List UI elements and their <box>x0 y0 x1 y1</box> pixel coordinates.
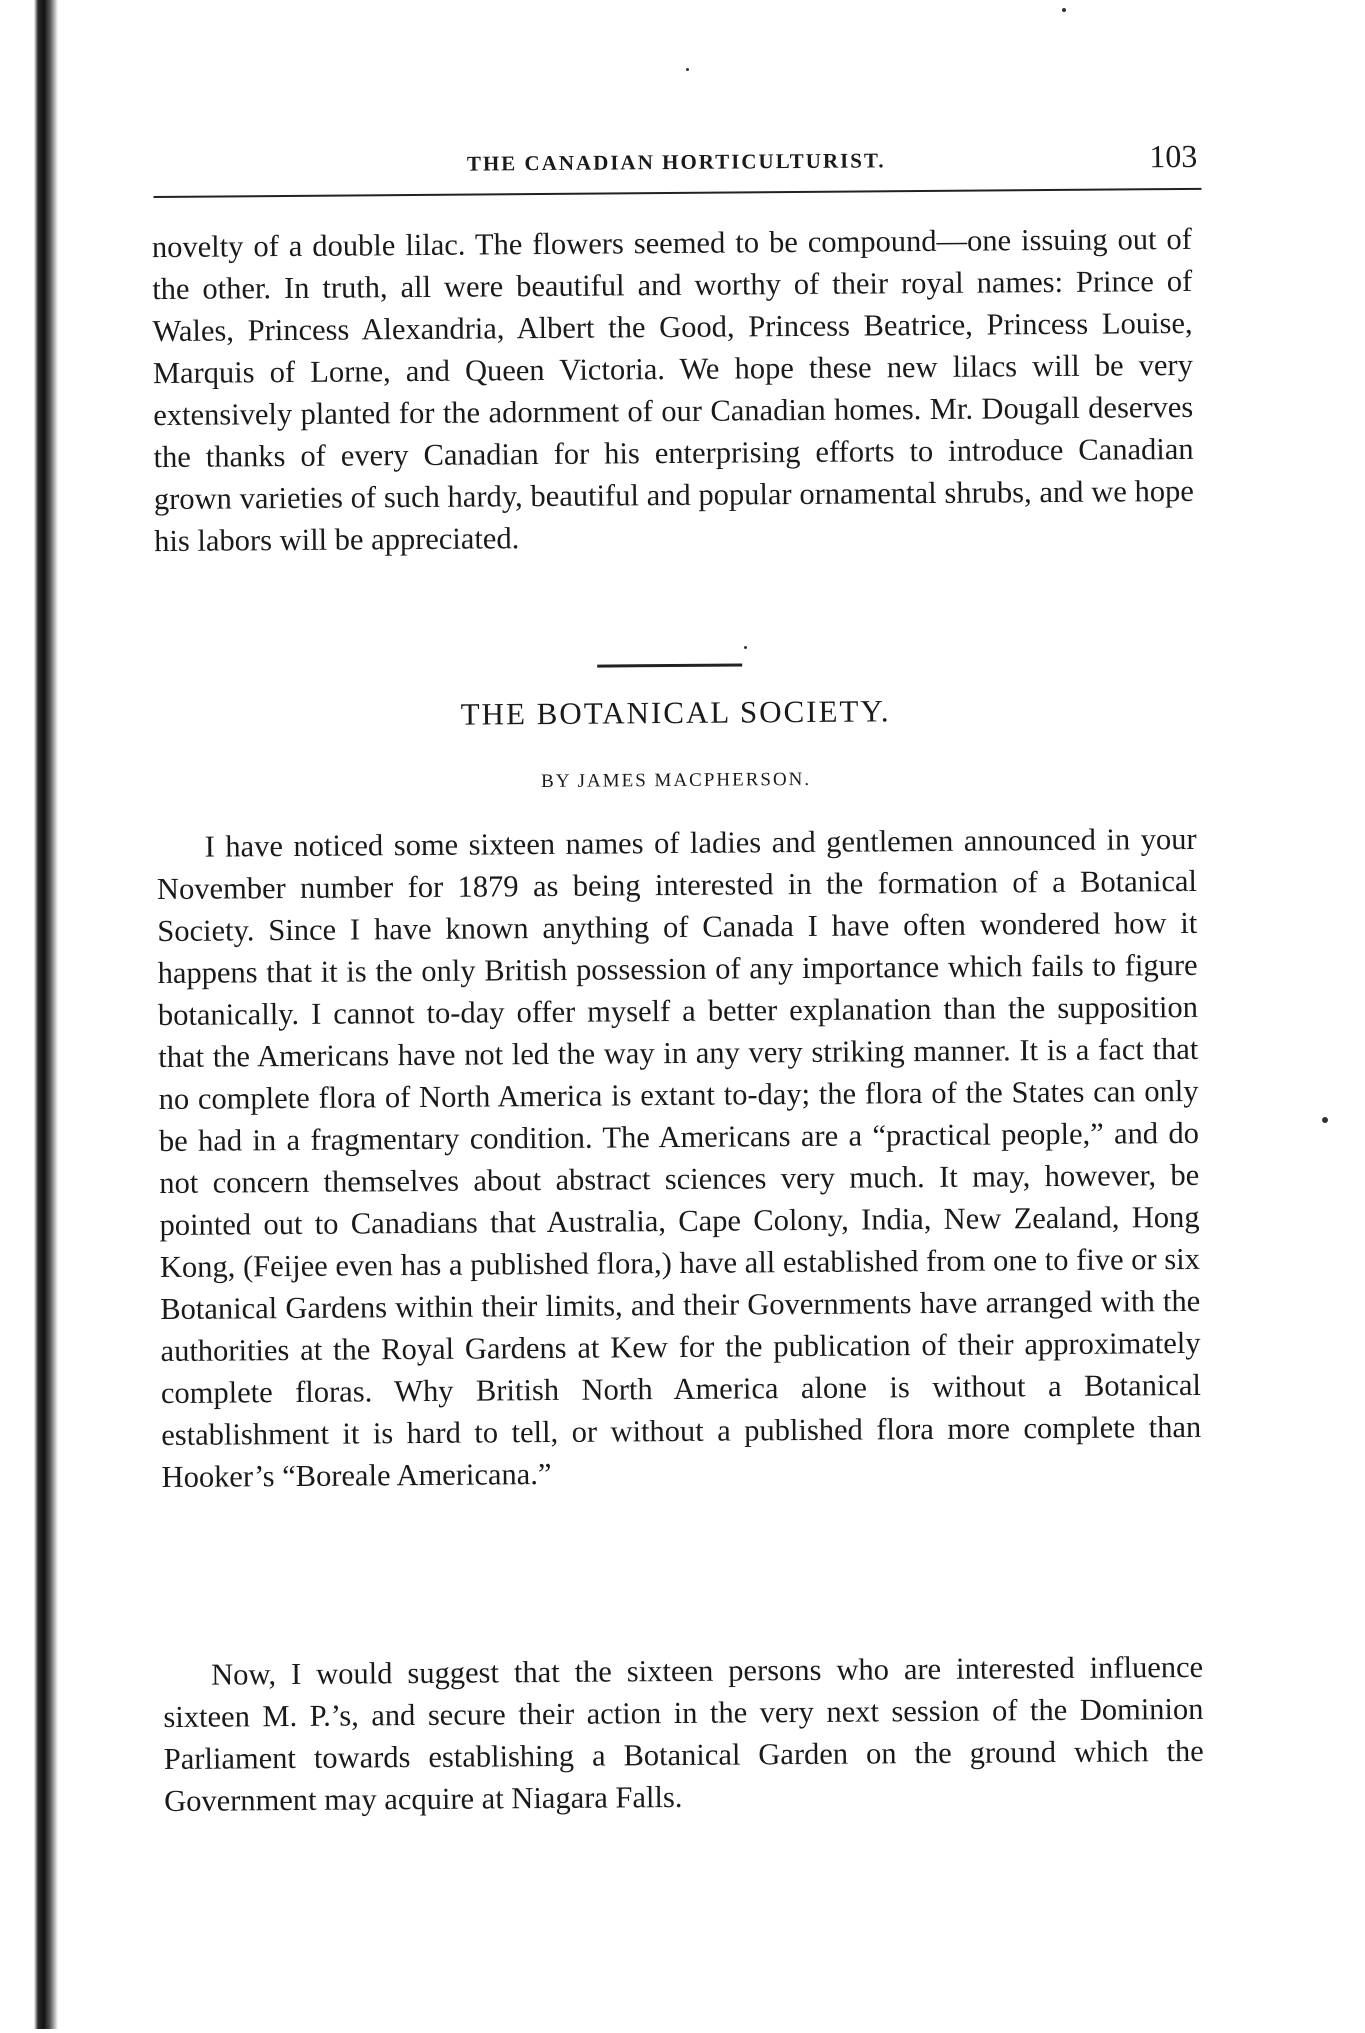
article-title: THE BOTANICAL SOCIETY. <box>460 693 891 732</box>
print-speck <box>1322 1117 1328 1123</box>
running-head-title: THE CANADIAN HORTICULTURIST. <box>466 148 886 176</box>
book-page <box>140 0 1216 2033</box>
page-number: 103 <box>1149 137 1198 175</box>
continued-paragraph: novelty of a double lilac. The flowers seemed to be compound—one issuing out of the other. In truth, all were beautiful and worthy of their royal names: Prince of Wales, Princess Alexandria, Albert the Good, Princess Beatrice, Princess Louise, Marquis of Lorne, and Queen Victoria. We hope these new lilacs will be very extensively planted for the adornment of our Canadian homes. Mr. Dougall deserves the thanks of every Canadian for his enterprising efforts to introduce Canadian grown varieties of such hardy, beautiful and popular ornamental shrubs, and we hope his labors will be appreciated. <box>151 221 1195 559</box>
article-paragraph-1: I have noticed some sixteen names of ladies and gentlemen announced in your November number for 1879 as being interested in the formation of a Botanical Society. Since I have known anything of Canada I have often wondered how it happens that it is the only British possession of any importance which fails to figure botanically. I cannot to-day offer myself a better explanation than the supposition that the Americans have not led the way in any very striking manner. It is a fact that no complete flora of North America is extant to-day; the flora of the States can only be had in a fragmentary condition. The Americans are a “practical people,” and do not concern themselves about abstract sciences very much. It may, however, be pointed out to Canadians that Australia, Cape Colony, India, New Zealand, Hong Kong, (Feijee even has a published flora,) have all established from one to five or six Botanical Gardens within their limits, and their Governments have arranged with the authorities at the Royal Gardens at Kew for the publication of their approximately complete floras. Why British North America alone is without a Botanical establishment it is hard to tell, or without a published flora more complete than Hooker’s “Boreale Americana.” <box>156 821 1202 1495</box>
print-speck <box>686 68 689 71</box>
page-binding-edge <box>0 0 58 2029</box>
article-byline: BY JAMES MACPHERSON. <box>541 768 812 793</box>
print-speck <box>744 646 747 649</box>
section-separator-rule <box>597 663 742 667</box>
running-head <box>151 138 1201 186</box>
print-speck <box>1062 8 1066 12</box>
article-paragraph-2: Now, I would suggest that the sixteen persons who are interested influence sixteen M. P.’s, and secure their action in the very next session of the Dominion Parliament towards establishing a Botanical Garden on the ground which the Government may acquire at Niagara Falls. <box>163 1649 1204 1819</box>
header-rule <box>154 188 1202 198</box>
